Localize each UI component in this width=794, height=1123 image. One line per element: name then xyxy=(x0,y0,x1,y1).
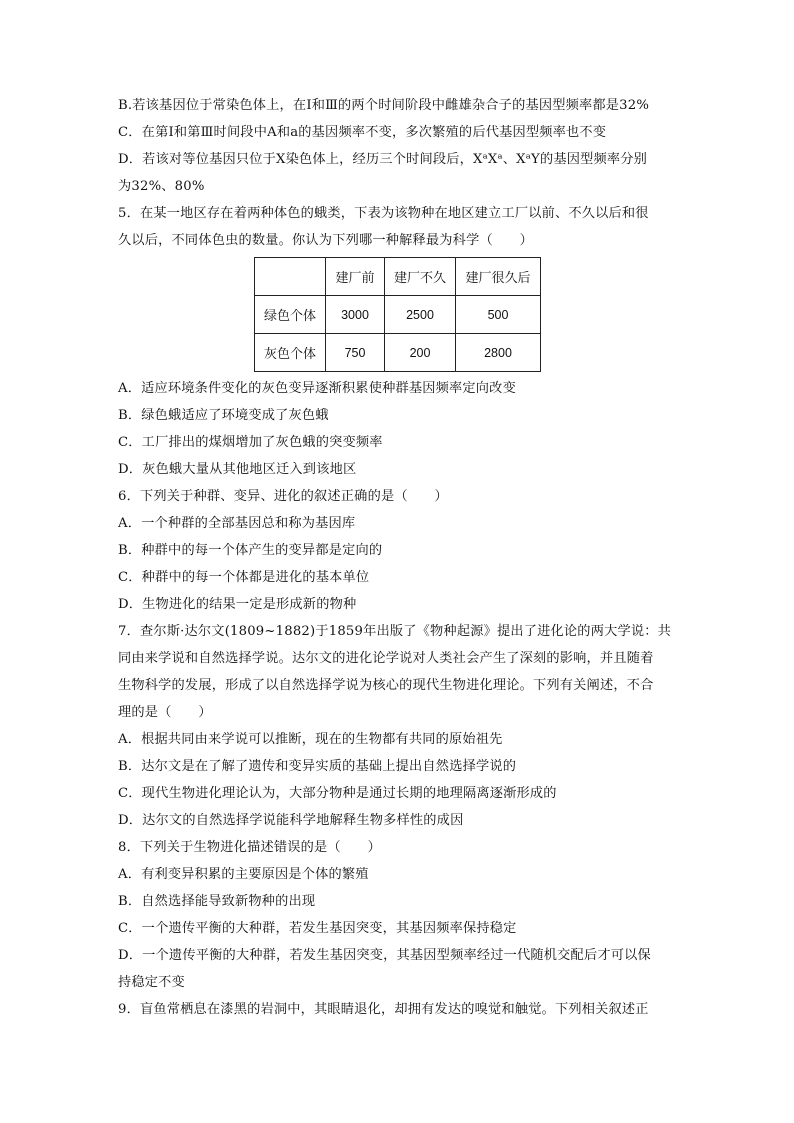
table-cell: 3000 xyxy=(326,296,385,334)
option-line: C．种群中的每一个体都是进化的基本单位 xyxy=(118,570,370,585)
question-5-stem: 5．在某一地区存在着两种体色的蛾类，下表为该物种在地区建立工厂以前、不久以后和很 xyxy=(118,206,649,221)
table-cell: 灰色个体 xyxy=(255,334,326,372)
table-cell: 2500 xyxy=(385,296,456,334)
option-line: B．种群中的每一个体产生的变异都是定向的 xyxy=(118,543,383,558)
text-line: 久以后，不同体色虫的数量。你认为下列哪一种解释最为科学（ ） xyxy=(118,233,534,248)
text-line: 理的是（ ） xyxy=(118,705,212,720)
table-header-cell: 建厂很久后 xyxy=(456,258,541,296)
table-cell: 750 xyxy=(326,334,385,372)
text-line: B.若该基因位于常染色体上，在Ⅰ和Ⅲ的两个时间阶段中雌雄杂合子的基因型频率都是32% xyxy=(118,98,650,113)
option-line: A．根据共同由来学说可以推断，现在的生物都有共同的原始祖先 xyxy=(118,732,503,747)
table-cell: 200 xyxy=(385,334,456,372)
option-line: D．生物进化的结果一定是形成新的物种 xyxy=(118,597,357,612)
table-cell: 500 xyxy=(456,296,541,334)
text-line: D．若该对等位基因只位于X染色体上，经历三个时间段后，XᵃXᵃ、XᵃY的基因型频率分别 xyxy=(118,152,648,167)
option-line: C．工厂排出的煤烟增加了灰色蛾的突变频率 xyxy=(118,435,383,450)
option-line: C．一个遗传平衡的大种群，若发生基因突变，其基因频率保持稳定 xyxy=(118,921,517,936)
table-header-cell: 建厂不久 xyxy=(385,258,456,296)
text-block-top xyxy=(118,92,678,254)
text-line: 同由来学说和自然选择学说。达尔文的进化论学说对人类社会产生了深刻的影响，并且随着 xyxy=(118,651,654,666)
option-line: B．达尔文是在了解了遗传和变异实质的基础上提出自然选择学说的 xyxy=(118,759,517,774)
question-6-stem: 6．下列关于种群、变异、进化的叙述正确的是（ ） xyxy=(118,489,448,504)
option-line: B．绿色蛾适应了环境变成了灰色蛾 xyxy=(118,408,329,423)
option-line: A．有利变异积累的主要原因是个体的繁殖 xyxy=(118,867,369,882)
table-header-cell: 建厂前 xyxy=(326,258,385,296)
question-9-stem: 9．盲鱼常栖息在漆黑的岩洞中，其眼睛退化，却拥有发达的嗅觉和触觉。下列相关叙述正 xyxy=(118,1002,649,1017)
option-line: D．一个遗传平衡的大种群，若发生基因突变，其基因型频率经过一代随机交配后才可以保 xyxy=(118,948,651,963)
table-header-row xyxy=(255,258,541,296)
option-line: B．自然选择能导致新物种的出现 xyxy=(118,894,316,909)
option-line: A．适应环境条件变化的灰色变异逐渐积累使种群基因频率定向改变 xyxy=(118,381,516,396)
document-page xyxy=(118,92,678,1023)
option-line: C．现代生物进化理论认为，大部分物种是通过长期的地理隔离逐渐形成的 xyxy=(118,786,557,801)
text-line: 生物科学的发展，形成了以自然选择学说为核心的现代生物进化理论。下列有关阐述，不合 xyxy=(118,678,654,693)
table-header-cell xyxy=(255,258,326,296)
option-line: D．灰色蛾大量从其他地区迁入到该地区 xyxy=(118,462,357,477)
option-line: D．达尔文的自然选择学说能科学地解释生物多样性的成因 xyxy=(118,813,464,828)
moth-count-table xyxy=(254,257,541,372)
text-line: C．在第Ⅰ和第Ⅲ时间段中A和a的基因频率不变，多次繁殖的后代基因型频率也不变 xyxy=(118,125,607,140)
question-8-stem: 8．下列关于生物进化描述错误的是（ ） xyxy=(118,840,381,855)
question-7-stem: 7．查尔斯·达尔文(1809~1882)于1859年出版了《物种起源》提出了进化论的两大学说：共 xyxy=(118,624,672,639)
table-row xyxy=(255,334,541,372)
text-line: 为32%、80% xyxy=(118,179,205,194)
table-cell: 2800 xyxy=(456,334,541,372)
option-line: A．一个种群的全部基因总和称为基因库 xyxy=(118,516,356,531)
text-block-bottom xyxy=(118,375,678,1023)
table-cell: 绿色个体 xyxy=(255,296,326,334)
table-row xyxy=(255,296,541,334)
text-line: 持稳定不变 xyxy=(118,975,185,990)
